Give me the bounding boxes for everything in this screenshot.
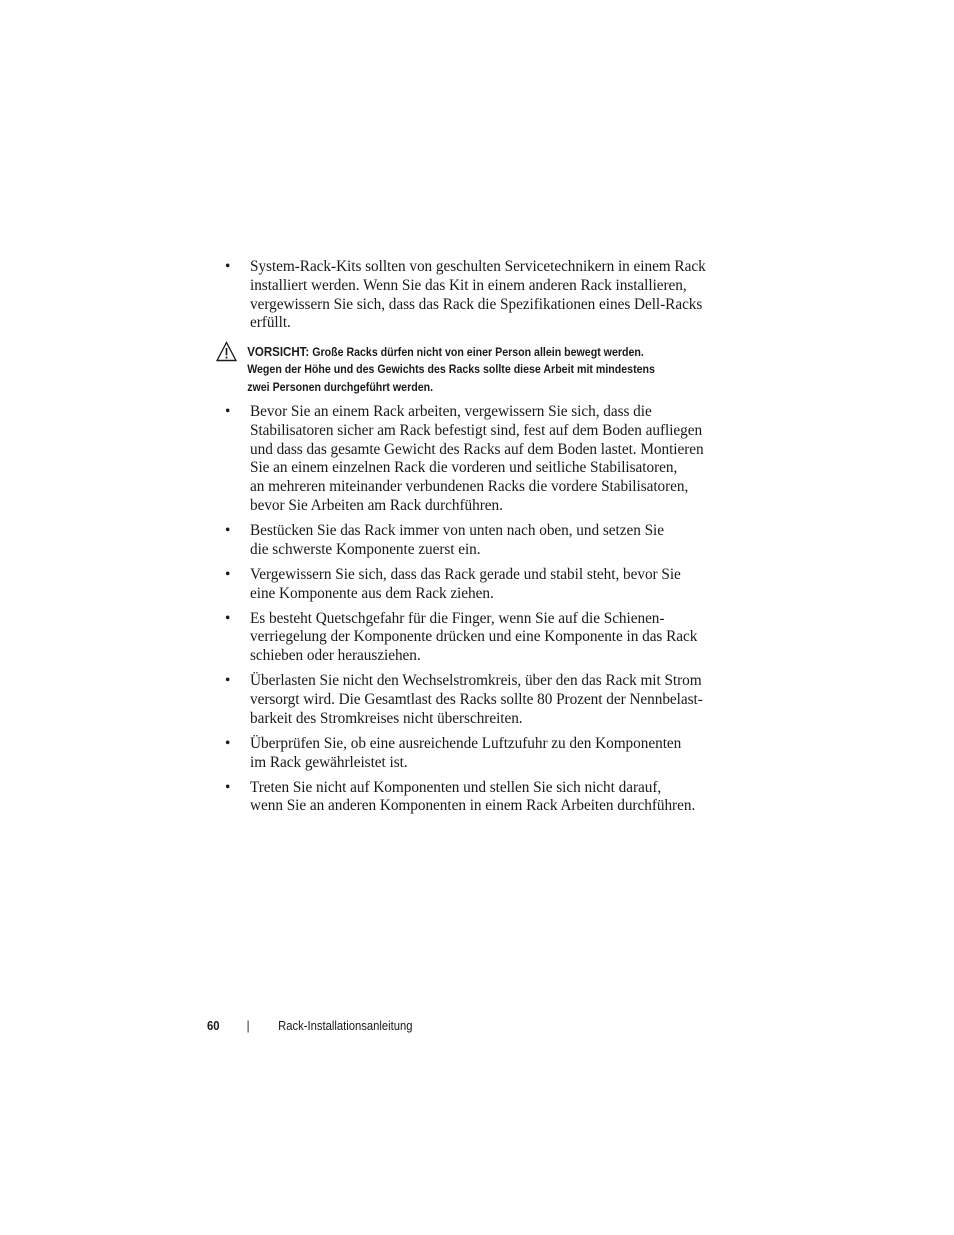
bullet-item (222, 522, 722, 560)
text-line: und dass das gesamte Gewicht des Racks auf dem Boden lastet. Montieren (250, 440, 704, 458)
text-line: Bevor Sie an einem Rack arbeiten, vergewissern Sie sich, dass die (250, 403, 652, 421)
caution-line (247, 343, 733, 361)
text-line: wenn Sie an anderen Komponenten in einem Rack Arbeiten durchführen. (250, 797, 696, 815)
bullet-item (222, 403, 722, 516)
caution-line: zwei Personen durchgeführt werden. (247, 379, 434, 394)
bullet-item (222, 735, 722, 773)
text-line: eine Komponente aus dem Rack ziehen. (250, 584, 494, 602)
text-line: versorgt wird. Die Gesamtlast des Racks sollte 80 Prozent der Nennbelast- (250, 690, 703, 708)
caution-notice (222, 343, 733, 396)
text-line: an mehreren miteinander verbundenen Racks die vordere Stabilisatoren, (250, 478, 689, 496)
text-line: vergewissern Sie sich, dass das Rack die Spezifikationen eines Dell-Racks (250, 295, 703, 313)
bullet-item (222, 672, 722, 728)
text-line: erfüllt. (250, 314, 291, 332)
bullet-marker: • (225, 565, 231, 583)
text-line: Überlasten Sie nicht den Wechselstromkreis, über den das Rack mit Strom (250, 672, 702, 690)
text-line: barkeit des Stromkreises nicht überschreiten. (250, 709, 523, 727)
bullet-item (222, 610, 722, 666)
caution-text: Große Racks dürfen nicht von einer Person allein bewegt werden. (312, 345, 644, 360)
text-line: Es besteht Quetschgefahr für die Finger, wenn Sie auf die Schienen- (250, 609, 665, 627)
text-line: Treten Sie nicht auf Komponenten und stellen Sie sich nicht darauf, (250, 778, 662, 796)
bullet-marker: • (225, 403, 231, 421)
caution-label: VORSICHT: (247, 344, 310, 360)
bullet-item (222, 566, 722, 604)
bullet-item (222, 779, 722, 817)
bullet-item (222, 258, 722, 333)
page-number: 60 (207, 1019, 220, 1033)
text-line: im Rack gewährleistet ist. (250, 753, 408, 771)
text-line: bevor Sie Arbeiten am Rack durchführen. (250, 497, 503, 515)
warning-triangle-icon (216, 341, 238, 362)
bullet-marker: • (225, 609, 231, 627)
page-content (222, 258, 722, 822)
text-line: Stabilisatoren sicher am Rack befestigt sind, fest auf dem Boden aufliegen (250, 421, 703, 439)
text-line: die schwerste Komponente zuerst ein. (250, 540, 481, 558)
bullet-marker: • (225, 672, 231, 690)
text-line: verriegelung der Komponente drücken und eine Komponente in das Rack (250, 628, 698, 646)
text-line: schieben oder herausziehen. (250, 647, 421, 665)
text-line: System-Rack-Kits sollten von geschulten Servicetechnikern in einem Rack (250, 258, 706, 275)
bullet-marker: • (225, 258, 231, 275)
bullet-marker: • (225, 522, 231, 540)
bullet-marker: • (225, 734, 231, 752)
text-line: Bestücken Sie das Rack immer von unten nach oben, und setzen Sie (250, 522, 664, 540)
text-line: installiert werden. Wenn Sie das Kit in einem anderen Rack installieren, (250, 276, 687, 294)
footer-separator: | (246, 1019, 250, 1033)
caution-line: Wegen der Höhe und des Gewichts des Racks sollte diese Arbeit mit mindestens (247, 362, 655, 377)
document-title: Rack-Installationsanleitung (278, 1019, 413, 1033)
text-line: Sie an einem einzelnen Rack die vorderen und seitliche Stabilisatoren, (250, 459, 678, 477)
bullet-marker: • (225, 778, 231, 796)
text-line: Vergewissern Sie sich, dass das Rack gerade und stabil steht, bevor Sie (250, 565, 681, 583)
text-line: Überprüfen Sie, ob eine ausreichende Luftzufuhr zu den Komponenten (250, 734, 682, 752)
